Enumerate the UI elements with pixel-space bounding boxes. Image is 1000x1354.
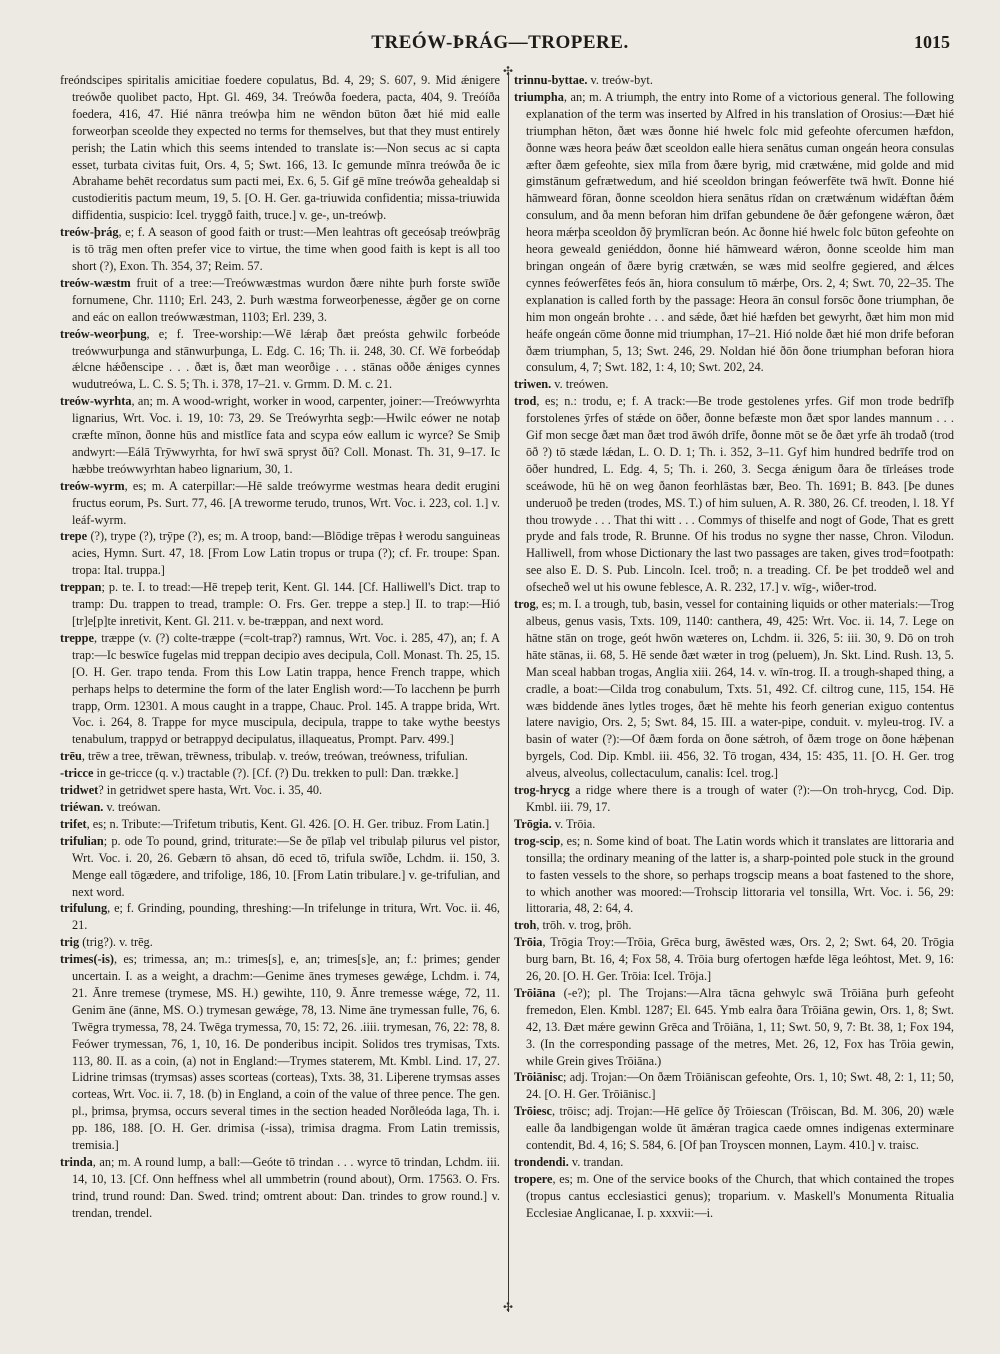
entry-body: , es; n.: trodu, e; f. A track:—Be trode gestolenes yrfes. Gif mon trode bedrīfþ forstolenes ȳrfes of stǽde on ōðer, ðonne befæste mon ðæt spor landes mannum . . . Gif mon secge ðæt man ðæt trod āwóh drīfe, ðonne mōt se ðe ðæt yrfe āh trodað (trod ōð ?) tō stæde lǽdan, L. O. D. 1; Th. i. 352, 3–11. Gyf him hundred bedrīfe trod on ōðer hundred, L. Edg. 4, 5; Th. i. 260, 3. Secga ǽnigum ðara ðe tīrleáses trode sceáwode, hū hē on weg ðanon feorhlāstas bær, Beo. Th. 1691; B. 843. [Þe dunes underuoð þe treden (trodes, MS. T.) of him suluen, A. R. 380, 26. Cf. treoden, l. 18. Yf thou trowyde . . . That thi witt . . . Commys of thiselfe and nogt of Gode, That es grett pryde and fals trode, R. Brunne. Of his trodus no sygne ther nasse, Chron. Vilodun. Halliwell, from whose Dictionary the last two passages are taken, gives trod=footpath: see also E. D. S. Pub. Lincoln. Icel. troð; n. a treading. Cf. Þe þet troddeð wel and ofsecheð wel ut his owune feblesce, A. R. 232, 17.] v. wīg-, wiðer-trod.	[526, 394, 954, 595]
ornament-cross-icon: ✣	[503, 64, 514, 78]
page-header	[60, 32, 950, 60]
dictionary-entry	[514, 985, 954, 1070]
entry-headword: trēu	[60, 749, 82, 764]
dictionary-entry	[60, 579, 500, 630]
entry-headword: -tricce	[60, 766, 94, 781]
dictionary-entry	[60, 1154, 500, 1222]
entry-headword: trog-scip	[514, 833, 561, 848]
entry-body: , es; m. I. a trough, tub, basin, vessel for containing liquids or other materials:—Trog albeus, genus vasis, Txts. 109, 1140: canthera, 49, 425: Wrt. Voc. ii. 14, 7. Lege on hātne stān on troge, geót hwōn wæteres on, Lchdm. ii. 326, 5: iii. 30, 9. Dō on troh hāte stānas, ii. 68, 5. Hē sende ðæt wæter in trog (peluem), Jn. Skt. Lind. Rush. 13, 5. Man sceal habban trogas, Anglia xiii. 264, 14. v. wīn-trog. II. a trough-shaped thing, a cradle, a boat:—Cilda trog conabulum, Txts. 51, 492. Cf. ciltrog cune, 115, 154. Hē wæs biddende ānes lytles troges, ðæt hē mehte his feorh generian exiguo contentus latere navigio, Ors. 2, 5; Swt. 84, 15. III. a water-pipe, conduit. v. myleu-trog. IV. a basin of water (?):—Of ðæm forda on ðone sǽtroh, of ðæm troge on ðone hǽþenan byrgels, Cod. Dip. Kmbl. iii. 456, 32. Tō trogan, 434, 15: 435, 11. [O. H. Ger. trog alveus, alveolus, collectaculum, canalis: Icel. trog.]	[526, 597, 954, 781]
left-column	[60, 72, 500, 1322]
entry-headword: treów-þrág	[60, 225, 119, 240]
entry-headword: treów-wyrhta	[60, 394, 132, 409]
dictionary-entry	[514, 833, 954, 918]
entry-body: , trōh. v. trog, þrōh.	[536, 918, 632, 933]
dictionary-entry	[514, 89, 954, 376]
entry-headword: tropere	[514, 1171, 553, 1186]
entry-body: v. trandan.	[568, 1155, 624, 1169]
entry-headword: troh	[514, 918, 537, 933]
column-divider	[508, 72, 509, 1312]
entry-headword: treów-weorþung	[60, 326, 147, 341]
dictionary-entry	[514, 72, 954, 89]
entry-headword: trinda	[60, 1155, 93, 1169]
entry-body: , an; m. A triumph, the entry into Rome of a victorious general. The following explanation of the term was inserted by Alfred in his translation of Orosius:—Ðæt hié triumphan hēton, ðæt wæs ðonne hié hwelc folc mid gefeohte ofercumen hæfdon, ðonne wæs heora þeáw ðæt sceoldon ealle hiera senātus cuman ongeán heora consulas æfter ðæm gefeohte, siex mīla from ðære byrig, mid crætwǽne, mid golde and mid gimstānum gefrætwedum, and hié sceoldon bringan feówerfēte twā hwīt. Ðonne hié hāmweard fōran, ðonne sceoldon hiera senātus rīdan on crætwǽnum widǽftan ðǽm consulum, and ða menn beforan him drīfan gebundene ðe ðǽr gefongene wǽron, ðæt heora mǽrþa sceoldon ðȳ þrymlīcran beón. Ac ðonne hié hwelc folc būton gefeohte on heora geweald geniéddon, ðonne hié hāmweard wǽron, ðonne sceolde him man bringan ongeán of ðære byrig crætwǽn, se wæs mid seolfre gegiered, and ǽlces cynnes feówerfētes feós ān, hiora consulum tō mǽrþe, Ors. 2, 4; Swt. 70, 22–35. The explanation is called forth by the passage: Heora ān consul forsōc ðone triumphan, ðe him mon ongeán brohte . . . and sǽde, ðæt hié hæfden bet gewyrht, ðæt him mon mid heáfe ongeán cōme ðonne mid triumphan, 17–21. Hió nolde ðæt hié mon drife beforan ðæm triumphan, 5, 13; Swt. 246, 29. Noldan hié ðōn ðone triumphan beforan hiora consulum, 4, 7; Swt. 182, 1: 4, 10; Swt. 202, 24.	[526, 89, 954, 375]
entry-headword: trondendi.	[514, 1155, 569, 1169]
entry-headword: trog	[514, 597, 536, 612]
entry-body: (trig?). v. trēg.	[79, 935, 153, 950]
entry-headword: Trōiānisc	[514, 1070, 563, 1085]
entry-headword: trig	[60, 935, 80, 950]
entry-headword: trimes(-is)	[60, 952, 114, 967]
entry-body: v. Trōia.	[551, 816, 596, 831]
entry-body: , es; m. One of the service books of the Church, that which contained the tropes (tropus cantus ecclesiastici genus); troparium. v. Maskell's Monumenta Ritualia Ecclesiae Anglicanae, I. p. xxxvii:—i.	[526, 1171, 954, 1220]
dictionary-entry	[60, 275, 500, 326]
entry-body: a ridge where there is a trough of water (?):—On troh-hrycg, Cod. Dip. Kmbl. iii. 79, 17.	[526, 783, 954, 814]
entry-body: (?), trype (?), trȳpe (?), es; m. A troop, band:—Blōdige trēpas ł werodu sanguineas acies, Hymn. Surt. 47, 18. [From Low Latin tropus or trupa (?); cf. Fr. troupe: Span. tropa: Ital. truppa.]	[72, 529, 500, 578]
entry-headword: triwen.	[514, 377, 552, 392]
dictionary-entry	[514, 376, 954, 393]
entry-headword: Trōiāna	[514, 985, 556, 1000]
entry-body: ; p. te. I. to tread:—Hē trepeþ terit, Kent. Gl. 144. [Cf. Halliwell's Dict. trap to tramp: Du. trappen to tread, trample: O. Frs. Ger. treppe a step.] II. to trap:—Hió [tr]e[p]te inretivit, Kent. Gl. 211. v. be-træppan, and next word.	[72, 580, 500, 628]
dictionary-entry	[60, 326, 500, 394]
entry-body: fruit of a tree:—Treówwæstmas wurdon ðære nihte þurh forste swīðe fornumene, Chr. 1110; Erl. 243, 2. Þurh wæstma forweorþenesse, ǽgðer ge on corne and eác on eallon treówwæstman, 1103; Erl. 239, 3.	[72, 275, 500, 324]
entry-headword: tridwet	[60, 783, 99, 798]
entry-body: freóndscipes spiritalis amicitiae foedere copulatus, Bd. 4, 29; S. 607, 9. Mid ǽnigere treówðe quolibet pacto, Hpt. Gl. 469, 34. Treówða foedera, pacta, 404, 9. Treóíða foedera, 416, 47. Hié nānra treówþa him ne wēndon būton ðæt hié mid ealle forweorþan sceolde they expected no terms for themselves, but that they must entirely perish; the Latin which this seems intended to translate is:—Non secus ac si capta esset, turbata civitas fuit, Ors. 4, 5; Swt. 166, 13. Ic gemunde mīnra treówða ðe ic Abrahame behēt recordatus sum pacti mei, Ex. 6, 5. Gif gē mīne treówða gehealdaþ si custodieritis pactum meum, 19, 5. [O. H. Ger. ga-triuwida confidentia; missa-triuwida diffidentia, suspicio: Icel. tryggð faith, truce.] v. ge-, un-treówþ.	[60, 73, 500, 223]
entry-body: , e; f. Tree-worship:—Wē lǽraþ ðæt preósta gehwilc forbeóde treówwurþunga and stānwurþunga, L. Edg. C. 16; Th. ii. 248, 30. Cf. Wē forbeódaþ ǽlcne hǽðenscipe . . . ðæt is, ðæt man weorðige . . . stānas oððe ǽniges cynnes wudutreówa, L. C. S. 5; Th. i. 378, 17–21. v. Grmm. D. M. c. 21.	[72, 326, 500, 392]
entry-body: , es; m. A caterpillar:—Hē salde treówyrme westmas heara dedit erugini fructus eorum, Ps. Surt. 77, 46. [A treworme terudo, trunos, Wrt. Voc. i. 223, col. 1.] v. leáf-wyrm.	[72, 478, 500, 527]
entry-headword: treppe	[60, 630, 94, 645]
entry-body: in ge-tricce (q. v.) tractable (?). [Cf. (?) Du. trekken to pull: Dan. trække.]	[93, 766, 459, 781]
dictionary-entry	[514, 596, 954, 782]
entry-headword: trifulung	[60, 901, 108, 916]
entry-body: , Trōgia Troy:—Trōia, Grēca burg, āwēsted wæs, Ors. 2, 2; Swt. 64, 20. Trōgia burg barn, Bt. 16, 4; Fox 58, 4. Trōia burg ofertogen hæfde lēga leóhtost, Met. 9, 16: 26, 20. [O. H. Ger. Trōia: Icel. Trōja.]	[526, 935, 954, 984]
entry-headword: Trōiesc	[514, 1104, 553, 1119]
entry-body: , es; n. Some kind of boat. The Latin words which it translates are littoraria and tonsilla; the ordinary meaning of the latter is, a sharp-pointed pole stuck in the ground to fasten vessels to the shore, so perhaps trogscip means a boat fastened to the shore, to which another was moored:—Trohscip littoraria vel tonsilla, Wrt. Voc. i. 56, 29: littoraria, 48, 2: 64, 4.	[526, 833, 954, 916]
dictionary-entry	[60, 630, 500, 748]
dictionary-entry	[514, 1103, 954, 1154]
dictionary-entry	[60, 528, 500, 579]
entry-headword: treów-wyrm	[60, 478, 125, 493]
entry-body: , an; m. A round lump, a ball:—Geóte tō trindan . . . wyrce tō trindan, Lchdm. iii. 14, 10, 13. [Cf. Onn heffness whel all ummbetrin (round about), Orm. 17563. O. Frs. trind, trund round: Dan. Swed. trind; omtrent about: Dan. trindes to grow round.] v. trendan, trendel.	[72, 1155, 500, 1220]
dictionary-entry	[514, 1171, 954, 1222]
dictionary-entry	[514, 1069, 954, 1103]
dictionary-entry	[60, 748, 500, 765]
entry-body: ? in getridwet spere hasta, Wrt. Voc. i. 35, 40.	[98, 783, 323, 798]
dictionary-entry	[514, 934, 954, 985]
dictionary-entry	[514, 1154, 954, 1171]
entry-body: , e; f. A season of good faith or trust:—Men leahtras oft geceósaþ treówþrāg is tō trāg men often prefer vice to virtue, the time when good faith is kept is all too short (?), Exon. Th. 354, 37; Reim. 57.	[72, 225, 500, 273]
entry-body: , trēw a tree, trēwan, trēwness, tribulaþ. v. treów, treówan, treówness, trifulian.	[81, 749, 468, 764]
entry-headword: Trōgia.	[514, 816, 552, 831]
dictionary-entry	[60, 72, 500, 224]
dictionary-entry	[60, 799, 500, 816]
dictionary-entry	[60, 782, 500, 799]
dictionary-entry	[60, 765, 500, 782]
entry-headword: trifet	[60, 816, 87, 831]
dictionary-entry	[60, 833, 500, 901]
entry-body: v. treówan.	[103, 799, 161, 814]
dictionary-entry	[60, 951, 500, 1154]
entry-headword: triéwan.	[60, 799, 104, 814]
dictionary-entry	[60, 934, 500, 951]
entry-body: , træppe (v. (?) colte-træppe (=colt-trap?) ramnus, Wrt. Voc. i. 285, 47), an; f. A trap:—Ic beswīce fugelas mid treppan decipio aves decipula, Coll. Monast. Th. 25, 15. [O. H. Ger. trapo tenda. From this Low Latin trappa, hence French trappe, which perhaps helps to determine the form of the later English word:—To lacchenn þe þurrh trapp, Orm. 12301. A mous caught in a trappe, Chauc. Prol. 145. A trappe brida, Wrt. Voc. i. 264, 8. Trappe for myce muscipula, decipula, trappe to take wythe beestys tenabulum, trappyd or betrappyd decipulatus, illaqueatus, Prompt. Parv. 499.]	[72, 630, 500, 747]
page-number: 1015	[914, 32, 950, 52]
running-title: TREÓW-ÞRÁG—TROPERE.	[371, 32, 629, 53]
right-column	[514, 72, 954, 1322]
dictionary-entry	[60, 478, 500, 529]
entry-headword: trepe	[60, 529, 88, 544]
dictionary-entry	[514, 782, 954, 816]
entry-body: v. treów-byt.	[587, 73, 653, 87]
entry-headword: trog-hrycg	[514, 783, 570, 798]
entry-body: v. treówen.	[551, 377, 609, 392]
entry-body: ; p. ode To pound, grind, triturate:—Se ðe pīlaþ vel tribulaþ pilurus vel pistor, Wrt. Voc. i. 20, 26. Gebærn tō ahsan, dō eced tō, trifula swīðe, Lchdm. ii. 150, 3. Menge eall tōgædere, and trifolige, 186, 10. [From Latin tribulare.] v. ge-trifulian, and next word.	[72, 833, 500, 899]
entry-headword: treów-wæstm	[60, 275, 131, 290]
entry-body: , es; n. Tribute:—Trifetum tributis, Kent. Gl. 426. [O. H. Ger. tribuz. From Latin.]	[86, 816, 490, 831]
dictionary-entry	[514, 917, 954, 934]
entry-headword: trinnu-byttae.	[514, 73, 588, 87]
entry-headword: trod	[514, 394, 537, 409]
ornament-cross-icon: ✣	[503, 1300, 514, 1314]
dictionary-entry	[514, 393, 954, 596]
dictionary-entry	[60, 224, 500, 275]
entry-body: , es; trimessa, an; m.: trimes[s], e, an; trimes[s]e, an; f.: þrimes; gender uncertain. I. as a weight, a drachm:—Genime ānes trymeses gewǽge, Lchdm. i. 74, 21. Ānre tremese (trymese, MS. H.) gewihte, 110, 9. Ānre tremesse wǽge, 72, 11. Genim āne (ānne, MS. O.) trymesan gewǽge, 78, 13. Nime āne trymessan fulle, 76, 6. Twēgra trymessa, 78, 24. Twēga trymessa, 70, 15: 72, 26. .iiii. trymesan, 76, 22: 78, 8. Feówer trymessan, 76, 1, 10, 16. De ponderibus incipit. Solidos tres trymisas, Txts. 113, 80. II. as a coin, (a) not in England:—Trymes staterem, Mt. Kmbl. Lind. 17, 27. Lidrine trimsas (trymsas) asses scorteas (corteas), Txts. 38, 31. Liþerene trymsas asses corteas, Wrt. Voc. ii. 7, 18. (b) in England, a coin of the value of three pence. The gen. pl., þrimsa, þrymsa, occurs several times in the section headed Norðleóda laga, Th. i. pp. 186, 188. [O. H. Ger. drimisa (-issa), trimisa dragma. From Latin tremissis, tremisia.]	[72, 952, 500, 1153]
entry-body: (-e?); pl. The Trojans:—Alra tācna gehwylc swā Trōiāna þurh gefeoht fremedon, Elen. Kmbl. 1287; El. 645. Ymb ealra ðara Trōiāna gewin, Ors. 1, 8; Swt. 42, 13. Ðæt mǽre gewinn Grēca and Trōiāna, 1, 11; Swt. 50, 9, 7: Bt. 38, 1; Fox 194, 3. (In the corresponding passage of the metres, Met. 26, 12, Fox has Trōia gewin, while Grein gives Trōiāna.)	[526, 985, 954, 1068]
entry-body: ; adj. Trojan:—On ðæm Trōiāniscan gefeohte, Ors. 1, 10; Swt. 48, 2: 1, 11; 50, 24. [O. H. Ger. Trōiānisc.]	[526, 1070, 954, 1102]
dictionary-entry	[60, 816, 500, 833]
entry-headword: Trōia	[514, 935, 543, 950]
entry-headword: trifulian	[60, 833, 104, 848]
entry-body: , e; f. Grinding, pounding, threshing:—In trifelunge in tritura, Wrt. Voc. ii. 46, 21.	[72, 901, 500, 933]
entry-headword: triumpha	[514, 89, 564, 104]
entry-body: , an; m. A wood-wright, worker in wood, carpenter, joiner:—Treówwyrhta lignarius, Wrt. Voc. i. 19, 10: 73, 29. Se Treówyrhta segþ:—Hwilc eówer ne notaþ cræfte mīnon, ðonne hūs and mistlīce fata and scypa eów eallum ic wyrce? Se Smiþ andwyrt:—Eálā Trȳwwyrhta, for hwī swā spryst ðū? Coll. Monast. Th. 31, 9–17. Ic hæbbe treówwyrhtan habeo lignarium, 30, 1.	[72, 394, 500, 476]
entry-headword: treppan	[60, 580, 102, 595]
entry-body: , trōisc; adj. Trojan:—Hē gelīce ðȳ Trōiescan (Trōiscan, Bd. M. 306, 20) wæle ealle ða landbigengan wolde ūt āmǽran tragica caede omnes indigenas exterminare contendit, Bd. 4, 16; S. 584, 6. [Of þan Troyscen monnen, Laym. 410.] v. traisc.	[526, 1104, 954, 1153]
dictionary-entry	[514, 816, 954, 833]
dictionary-entry	[60, 900, 500, 934]
dictionary-entry	[60, 393, 500, 478]
